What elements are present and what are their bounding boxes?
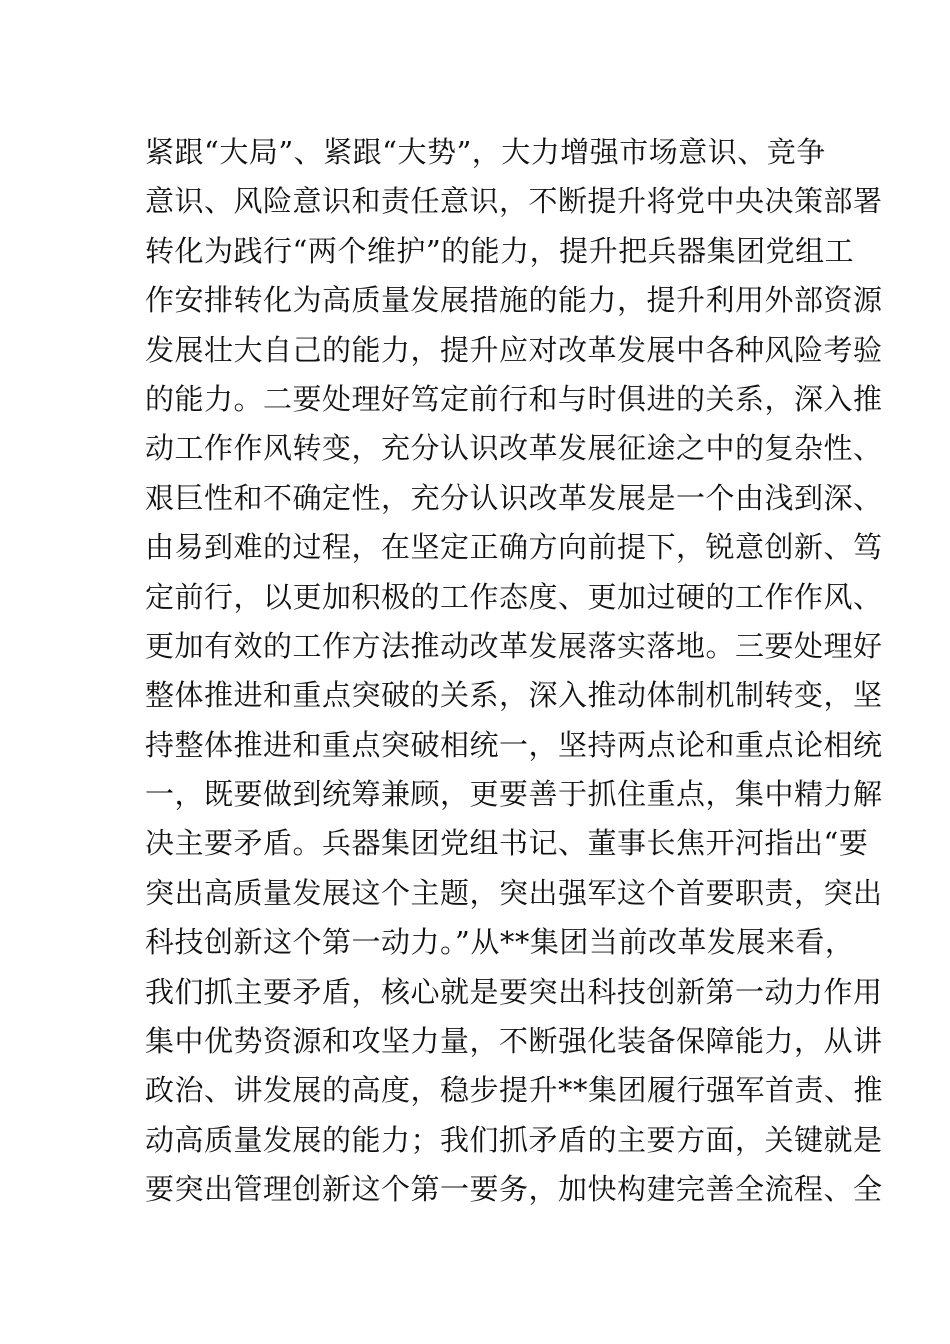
text-line: 科技创新这个第一动力。”从**集团当前改革发展来看， [145,925,855,960]
body-paragraph [145,128,884,1215]
text-line: 由易到难的过程，在坚定正确方向前提下，锐意创新、笃 [145,530,883,565]
text-line: 定前行，以更加积极的工作态度、更加过硬的工作作风、 [145,579,883,614]
text-line: 作安排转化为高质量发展措施的能力，提升利用外部资源 [145,283,883,318]
text-line: 要突出管理创新这个第一要务，加快构建完善全流程、全 [145,1172,883,1207]
text-line: 持整体推进和重点突破相统一，坚持两点论和重点论相统 [145,727,883,762]
text-line: 更加有效的工作方法推动改革发展落实落地。三要处理好 [145,628,883,663]
text-line: 动高质量发展的能力；我们抓矛盾的主要方面，关键就是 [145,1122,883,1157]
text-line: 动工作作风转变，充分认识改革发展征途之中的复杂性、 [145,431,883,466]
text-line: 的能力。二要处理好笃定前行和与时俱进的关系，深入推 [145,381,883,416]
text-line: 突出高质量发展这个主题，突出强军这个首要职责，突出 [145,875,883,910]
text-line: 整体推进和重点突破的关系，深入推动体制机制转变，坚 [145,678,883,713]
text-line: 转化为践行“两个维护”的能力，提升把兵器集团党组工 [145,233,855,268]
text-line: 艰巨性和不确定性，充分认识改革发展是一个由浅到深、 [145,480,883,515]
text-line: 意识、风险意识和责任意识，不断提升将党中央决策部署 [145,184,883,219]
text-line: 紧跟“大局”、紧跟“大势”，大力增强市场意识、竞争 [145,135,826,169]
text-line: 我们抓主要矛盾，核心就是要突出科技创新第一动力作用 [145,974,883,1009]
text-line: 集中优势资源和攻坚力量，不断强化装备保障能力，从讲 [145,1024,883,1059]
text-line: 决主要矛盾。兵器集团党组书记、董事长焦开河指出“要 [145,826,869,861]
text-line: 政治、讲发展的高度，稳步提升**集团履行强军首责、推 [145,1073,884,1108]
text-line: 一，既要做到统筹兼顾，更要善于抓住重点，集中精力解 [145,777,883,812]
text-line: 发展壮大自己的能力，提升应对改革发展中各种风险考验 [145,332,883,367]
